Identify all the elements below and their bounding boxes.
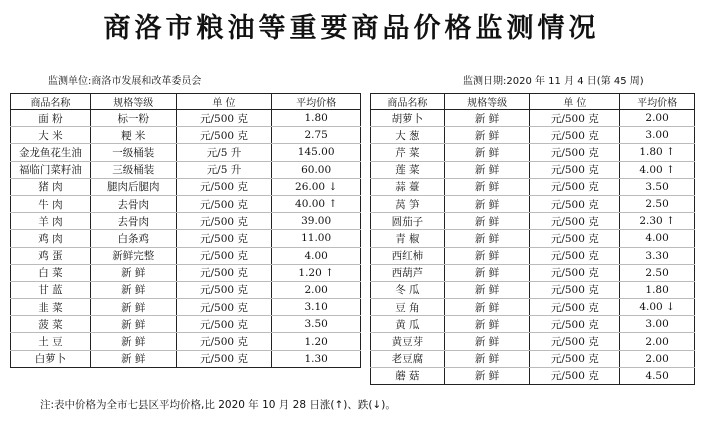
cell-avg-price: 1.80 bbox=[272, 110, 361, 127]
table-row bbox=[11, 350, 361, 367]
cell-unit: 元/500 克 bbox=[176, 247, 272, 264]
table-row bbox=[371, 264, 695, 281]
table-row bbox=[371, 247, 695, 264]
table-row bbox=[11, 110, 361, 127]
cell-product-name: 蒜 薹 bbox=[371, 178, 445, 195]
cell-avg-price: 1.30 bbox=[272, 350, 361, 367]
cell-spec-grade: 三级桶装 bbox=[90, 161, 176, 178]
cell-spec-grade: 去骨肉 bbox=[90, 195, 176, 212]
table-row bbox=[11, 127, 361, 144]
table-body bbox=[11, 110, 361, 368]
cell-avg-price: 4.00 ↑ bbox=[620, 161, 695, 178]
header-unit: 单 位 bbox=[176, 94, 272, 110]
cell-product-name: 大 葱 bbox=[371, 127, 445, 144]
table-row bbox=[371, 350, 695, 367]
cell-avg-price: 3.50 bbox=[620, 178, 695, 195]
cell-spec-grade: 新 鲜 bbox=[90, 264, 176, 281]
header-spec-grade: 规格等级 bbox=[90, 94, 176, 110]
price-table-left bbox=[10, 93, 361, 368]
cell-unit: 元/500 克 bbox=[530, 110, 620, 127]
cell-product-name: 莴 笋 bbox=[371, 195, 445, 212]
cell-unit: 元/500 克 bbox=[530, 350, 620, 367]
table-row bbox=[11, 178, 361, 195]
table-row bbox=[11, 144, 361, 161]
cell-unit: 元/500 克 bbox=[176, 230, 272, 247]
cell-unit: 元/500 克 bbox=[176, 316, 272, 333]
table-row bbox=[371, 299, 695, 316]
footnote: 注:表中价格为全市七县区平均价格,比 2020 年 10 月 28 日涨(↑)、跌(↓)。 bbox=[40, 399, 396, 411]
table-row bbox=[371, 161, 695, 178]
cell-unit: 元/5 升 bbox=[176, 161, 272, 178]
header-avg-price: 平均价格 bbox=[620, 94, 695, 110]
cell-product-name: 菠 菜 bbox=[11, 316, 91, 333]
table-row bbox=[371, 127, 695, 144]
cell-avg-price: 2.00 bbox=[620, 333, 695, 350]
cell-spec-grade: 新 鲜 bbox=[444, 110, 530, 127]
cell-unit: 元/500 克 bbox=[176, 264, 272, 281]
cell-product-name: 白 菜 bbox=[11, 264, 91, 281]
table-header-row bbox=[11, 94, 361, 110]
monitor-date: 监测日期:2020 年 11 月 4 日(第 45 周) bbox=[463, 76, 644, 87]
cell-spec-grade: 新 鲜 bbox=[444, 195, 530, 212]
cell-spec-grade: 新 鲜 bbox=[444, 178, 530, 195]
cell-avg-price: 2.50 bbox=[620, 264, 695, 281]
cell-spec-grade: 新 鲜 bbox=[90, 299, 176, 316]
table-row bbox=[11, 195, 361, 212]
page-title: 商洛市粮油等重要商品价格监测情况 bbox=[103, 13, 600, 44]
cell-spec-grade: 腿肉后腿肉 bbox=[90, 178, 176, 195]
cell-avg-price: 3.00 bbox=[620, 316, 695, 333]
cell-unit: 元/500 克 bbox=[530, 127, 620, 144]
cell-unit: 元/500 克 bbox=[530, 213, 620, 230]
table-row bbox=[371, 333, 695, 350]
cell-avg-price: 2.00 bbox=[620, 350, 695, 367]
cell-spec-grade: 新 鲜 bbox=[444, 350, 530, 367]
cell-unit: 元/5 升 bbox=[176, 144, 272, 161]
cell-product-name: 甘 蓝 bbox=[11, 281, 91, 298]
cell-avg-price: 3.00 bbox=[620, 127, 695, 144]
cell-avg-price: 2.30 ↑ bbox=[620, 213, 695, 230]
cell-spec-grade: 新 鲜 bbox=[444, 264, 530, 281]
cell-avg-price: 2.50 bbox=[620, 195, 695, 212]
cell-product-name: 芹 菜 bbox=[371, 144, 445, 161]
cell-spec-grade: 白条鸡 bbox=[90, 230, 176, 247]
cell-spec-grade: 标一粉 bbox=[90, 110, 176, 127]
cell-product-name: 福临门菜籽油 bbox=[11, 161, 91, 178]
table-body bbox=[371, 110, 695, 385]
cell-product-name: 豆 角 bbox=[371, 299, 445, 316]
table-row bbox=[11, 264, 361, 281]
cell-avg-price: 4.00 bbox=[620, 230, 695, 247]
header-product-name: 商品名称 bbox=[11, 94, 91, 110]
cell-unit: 元/500 克 bbox=[530, 161, 620, 178]
cell-product-name: 莲 菜 bbox=[371, 161, 445, 178]
cell-product-name: 蘑 菇 bbox=[371, 367, 445, 384]
cell-product-name: 圆茄子 bbox=[371, 213, 445, 230]
monitor-unit: 监测单位:商洛市发展和改革委员会 bbox=[48, 76, 202, 87]
cell-unit: 元/500 克 bbox=[530, 264, 620, 281]
table-row bbox=[371, 230, 695, 247]
cell-spec-grade: 新 鲜 bbox=[90, 333, 176, 350]
cell-spec-grade: 新 鲜 bbox=[444, 281, 530, 298]
cell-product-name: 牛 肉 bbox=[11, 195, 91, 212]
cell-spec-grade: 新 鲜 bbox=[444, 367, 530, 384]
header-avg-price: 平均价格 bbox=[272, 94, 361, 110]
cell-product-name: 白萝卜 bbox=[11, 350, 91, 367]
cell-avg-price: 26.00 ↓ bbox=[272, 178, 361, 195]
cell-spec-grade: 粳 米 bbox=[90, 127, 176, 144]
cell-product-name: 大 米 bbox=[11, 127, 91, 144]
table-row bbox=[371, 213, 695, 230]
cell-spec-grade: 去骨肉 bbox=[90, 213, 176, 230]
table-row bbox=[371, 195, 695, 212]
cell-product-name: 金龙鱼花生油 bbox=[11, 144, 91, 161]
cell-product-name: 胡萝卜 bbox=[371, 110, 445, 127]
cell-product-name: 羊 肉 bbox=[11, 213, 91, 230]
price-table-right bbox=[370, 93, 695, 385]
cell-unit: 元/500 克 bbox=[530, 299, 620, 316]
table-row bbox=[371, 178, 695, 195]
cell-avg-price: 1.20 ↑ bbox=[272, 264, 361, 281]
table-row bbox=[371, 367, 695, 384]
cell-avg-price: 3.10 bbox=[272, 299, 361, 316]
cell-avg-price: 2.00 bbox=[620, 110, 695, 127]
cell-product-name: 韭 菜 bbox=[11, 299, 91, 316]
cell-product-name: 老豆腐 bbox=[371, 350, 445, 367]
cell-product-name: 黄豆芽 bbox=[371, 333, 445, 350]
cell-spec-grade: 新 鲜 bbox=[444, 316, 530, 333]
table-header-row bbox=[371, 94, 695, 110]
cell-avg-price: 40.00 ↑ bbox=[272, 195, 361, 212]
cell-product-name: 猪 肉 bbox=[11, 178, 91, 195]
cell-unit: 元/500 克 bbox=[176, 195, 272, 212]
table-row bbox=[11, 247, 361, 264]
table-row bbox=[371, 281, 695, 298]
cell-spec-grade: 新 鲜 bbox=[444, 161, 530, 178]
cell-product-name: 面 粉 bbox=[11, 110, 91, 127]
cell-unit: 元/500 克 bbox=[176, 299, 272, 316]
cell-product-name: 鸡 肉 bbox=[11, 230, 91, 247]
table-row bbox=[371, 144, 695, 161]
cell-unit: 元/500 克 bbox=[530, 144, 620, 161]
cell-avg-price: 4.00 bbox=[272, 247, 361, 264]
table-row bbox=[11, 161, 361, 178]
cell-unit: 元/500 克 bbox=[530, 316, 620, 333]
cell-avg-price: 60.00 bbox=[272, 161, 361, 178]
cell-product-name: 黄 瓜 bbox=[371, 316, 445, 333]
header-spec-grade: 规格等级 bbox=[444, 94, 530, 110]
cell-avg-price: 3.30 bbox=[620, 247, 695, 264]
table-row bbox=[371, 110, 695, 127]
cell-product-name: 鸡 蛋 bbox=[11, 247, 91, 264]
cell-product-name: 西红柿 bbox=[371, 247, 445, 264]
cell-product-name: 土 豆 bbox=[11, 333, 91, 350]
table-row bbox=[11, 213, 361, 230]
cell-unit: 元/500 克 bbox=[530, 333, 620, 350]
cell-unit: 元/500 克 bbox=[530, 247, 620, 264]
cell-avg-price: 1.20 bbox=[272, 333, 361, 350]
cell-product-name: 青 椒 bbox=[371, 230, 445, 247]
cell-unit: 元/500 克 bbox=[530, 195, 620, 212]
cell-avg-price: 11.00 bbox=[272, 230, 361, 247]
cell-unit: 元/500 克 bbox=[176, 350, 272, 367]
cell-spec-grade: 一级桶装 bbox=[90, 144, 176, 161]
cell-spec-grade: 新 鲜 bbox=[444, 127, 530, 144]
cell-unit: 元/500 克 bbox=[530, 178, 620, 195]
cell-avg-price: 145.00 bbox=[272, 144, 361, 161]
cell-unit: 元/500 克 bbox=[176, 333, 272, 350]
cell-avg-price: 3.50 bbox=[272, 316, 361, 333]
table-row bbox=[11, 281, 361, 298]
cell-unit: 元/500 克 bbox=[176, 110, 272, 127]
cell-unit: 元/500 克 bbox=[176, 281, 272, 298]
table-row bbox=[11, 333, 361, 350]
cell-product-name: 冬 瓜 bbox=[371, 281, 445, 298]
cell-spec-grade: 新 鲜 bbox=[90, 350, 176, 367]
cell-avg-price: 1.80 ↑ bbox=[620, 144, 695, 161]
cell-spec-grade: 新 鲜 bbox=[90, 281, 176, 298]
table-row bbox=[11, 316, 361, 333]
cell-spec-grade: 新 鲜 bbox=[444, 144, 530, 161]
cell-avg-price: 1.80 bbox=[620, 281, 695, 298]
cell-unit: 元/500 克 bbox=[176, 213, 272, 230]
cell-avg-price: 4.50 bbox=[620, 367, 695, 384]
cell-spec-grade: 新 鲜 bbox=[444, 213, 530, 230]
cell-avg-price: 4.00 ↓ bbox=[620, 299, 695, 316]
cell-spec-grade: 新 鲜 bbox=[444, 230, 530, 247]
cell-avg-price: 2.75 bbox=[272, 127, 361, 144]
table-row bbox=[371, 316, 695, 333]
cell-spec-grade: 新 鲜 bbox=[444, 247, 530, 264]
cell-avg-price: 2.00 bbox=[272, 281, 361, 298]
cell-spec-grade: 新 鲜 bbox=[444, 333, 530, 350]
cell-avg-price: 39.00 bbox=[272, 213, 361, 230]
table-row bbox=[11, 299, 361, 316]
cell-unit: 元/500 克 bbox=[530, 281, 620, 298]
cell-spec-grade: 新 鲜 bbox=[90, 316, 176, 333]
table-row bbox=[11, 230, 361, 247]
header-unit: 单 位 bbox=[530, 94, 620, 110]
cell-spec-grade: 新 鲜 bbox=[444, 299, 530, 316]
cell-unit: 元/500 克 bbox=[530, 230, 620, 247]
cell-unit: 元/500 克 bbox=[530, 367, 620, 384]
cell-unit: 元/500 克 bbox=[176, 178, 272, 195]
cell-unit: 元/500 克 bbox=[176, 127, 272, 144]
header-product-name: 商品名称 bbox=[371, 94, 445, 110]
cell-spec-grade: 新鲜完整 bbox=[90, 247, 176, 264]
cell-product-name: 西葫芦 bbox=[371, 264, 445, 281]
